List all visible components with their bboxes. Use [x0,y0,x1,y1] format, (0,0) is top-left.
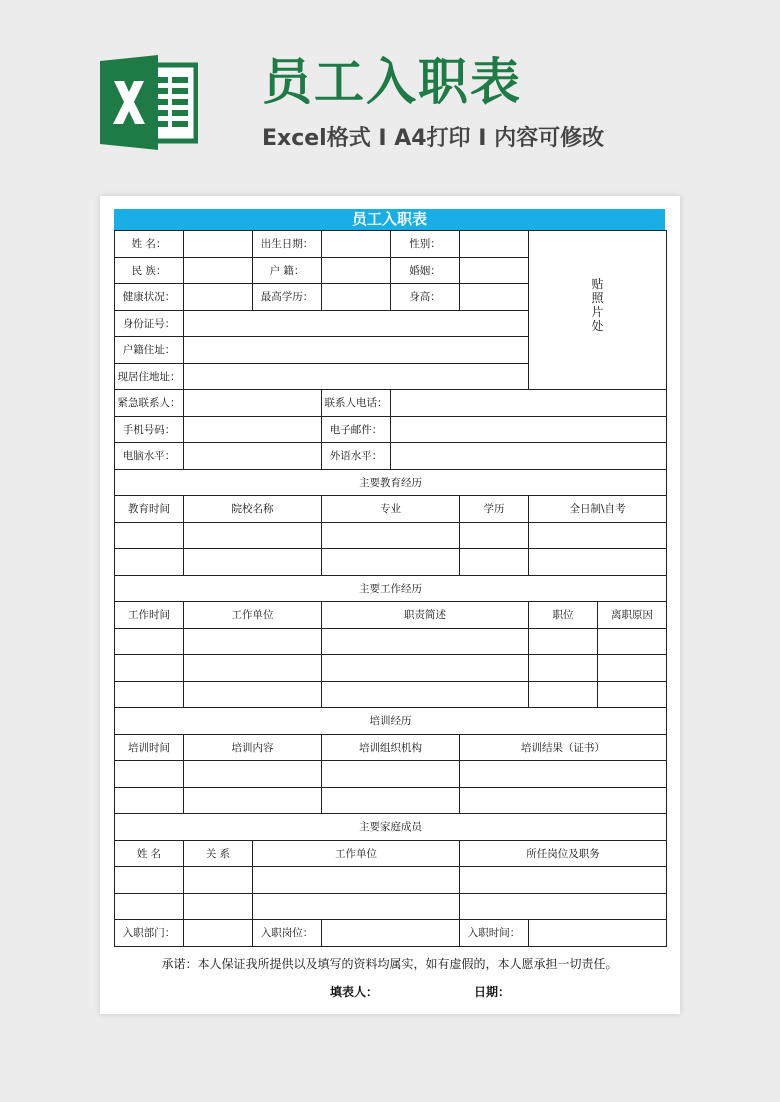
label-current-addr: 现居住地址： [115,363,184,390]
field-birth[interactable] [322,231,391,258]
col-header: 专业 [322,496,460,523]
cell[interactable] [529,522,667,549]
cell[interactable] [322,787,460,814]
label-entry-dept: 入职部门： [115,920,184,947]
label-emergency: 紧急联系人： [115,390,184,417]
col-header: 学历 [460,496,529,523]
label-name: 姓 名： [115,231,184,258]
field-entry-dept[interactable] [184,920,253,947]
cell[interactable] [115,867,184,894]
field-emergency[interactable] [184,390,322,417]
cell[interactable] [184,628,322,655]
table-row [115,416,667,443]
cell[interactable] [253,867,460,894]
page-title: 员工入职表 [262,53,522,111]
cell[interactable] [115,681,184,708]
field-ethnic[interactable] [184,257,253,284]
cell[interactable] [253,893,460,920]
employee-form-table [114,230,667,947]
table-header-row [115,496,667,523]
section-title-family: 主要家庭成员 [115,814,667,841]
col-header: 工作单位 [184,602,322,629]
cell[interactable] [322,549,460,576]
cell[interactable] [460,893,667,920]
promise-text: 承诺：本人保证我所提供以及填写的资料均属实，如有虚假的，本人愿承担一切责任。 [161,957,618,971]
col-header: 培训组织机构 [322,734,460,761]
cell[interactable] [322,522,460,549]
table-row [115,920,667,947]
section-row [115,469,667,496]
cell[interactable] [460,761,667,788]
section-row [115,708,667,735]
field-id-no[interactable] [184,310,529,337]
excel-logo-icon [100,55,198,150]
cell[interactable] [115,522,184,549]
label-mobile: 手机号码： [115,416,184,443]
col-header: 工作单位 [253,840,460,867]
label-entry-time: 入职时间： [460,920,529,947]
table-row [115,628,667,655]
label-computer: 电脑水平： [115,443,184,470]
cell[interactable] [322,628,529,655]
table-header-row [115,602,667,629]
table-row [115,655,667,682]
cell[interactable] [598,681,667,708]
cell[interactable] [184,787,322,814]
table-row [115,787,667,814]
cell[interactable] [115,628,184,655]
field-language[interactable] [391,443,667,470]
table-row [115,867,667,894]
cell[interactable] [184,893,253,920]
cell[interactable] [529,681,598,708]
col-header: 院校名称 [184,496,322,523]
cell[interactable] [322,761,460,788]
section-row [115,814,667,841]
field-education[interactable] [322,284,391,311]
col-header: 培训结果（证书） [460,734,667,761]
section-title-work: 主要工作经历 [115,575,667,602]
cell[interactable] [598,655,667,682]
cell[interactable] [115,761,184,788]
page-subtitle: Excel格式 I A4打印 I 内容可修改 [262,126,605,151]
cell[interactable] [115,893,184,920]
field-name[interactable] [184,231,253,258]
filler-label: 填表人： [330,985,379,999]
table-row [115,681,667,708]
table-row [115,549,667,576]
field-entry-time[interactable] [529,920,667,947]
label-emergency-phone: 联系人电话： [322,390,391,417]
label-id-no: 身份证号： [115,310,184,337]
cell[interactable] [322,655,529,682]
cell[interactable] [184,655,322,682]
cell[interactable] [115,549,184,576]
label-marriage: 婚姻： [391,257,460,284]
cell[interactable] [460,787,667,814]
label-education: 最高学历： [253,284,322,311]
label-hukou: 户 籍： [253,257,322,284]
cell[interactable] [598,628,667,655]
table-row [115,390,667,417]
label-hukou-addr: 户籍住址： [115,337,184,364]
cell[interactable] [460,867,667,894]
cell[interactable] [460,549,529,576]
field-mobile[interactable] [184,416,322,443]
col-header: 全日制\自考 [529,496,667,523]
cell[interactable] [529,628,598,655]
cell[interactable] [115,655,184,682]
col-header: 培训时间 [115,734,184,761]
cell[interactable] [529,549,667,576]
photo-area[interactable] [529,231,667,390]
cell[interactable] [184,549,322,576]
photo-label: 贴照片处 [591,277,604,333]
section-title-training: 培训经历 [115,708,667,735]
field-computer[interactable] [184,443,322,470]
table-header-row [115,840,667,867]
cell[interactable] [115,787,184,814]
label-entry-position: 入职岗位： [253,920,322,947]
cell[interactable] [184,761,322,788]
col-header: 姓 名 [115,840,184,867]
field-current-addr[interactable] [184,363,529,390]
col-header: 离职原因 [598,602,667,629]
cell[interactable] [184,681,322,708]
table-header-row [115,734,667,761]
section-title-education: 主要教育经历 [115,469,667,496]
table-row [115,443,667,470]
label-gender: 性别： [391,231,460,258]
table-row [115,231,667,258]
field-marriage[interactable] [460,257,529,284]
cell[interactable] [184,522,322,549]
date-label: 日期： [474,985,511,999]
col-header: 关 系 [184,840,253,867]
label-birth: 出生日期： [253,231,322,258]
cell[interactable] [322,681,529,708]
col-header: 培训内容 [184,734,322,761]
label-ethnic: 民 族： [115,257,184,284]
field-hukou-addr[interactable] [184,337,529,364]
table-row [115,761,667,788]
field-height[interactable] [460,284,529,311]
col-header: 职位 [529,602,598,629]
label-height: 身高： [391,284,460,311]
field-entry-position[interactable] [322,920,460,947]
col-header: 职责简述 [322,602,529,629]
form-banner: 员工入职表 [114,209,665,230]
table-row [115,522,667,549]
field-health[interactable] [184,284,253,311]
col-header: 所任岗位及职务 [460,840,667,867]
table-row [115,893,667,920]
col-header: 教育时间 [115,496,184,523]
cell[interactable] [184,867,253,894]
label-health: 健康状况： [115,284,184,311]
col-header: 工作时间 [115,602,184,629]
label-email: 电子邮件： [322,416,391,443]
label-language: 外语水平： [322,443,391,470]
cell[interactable] [529,655,598,682]
field-gender[interactable] [460,231,529,258]
field-hukou[interactable] [322,257,391,284]
field-emergency-phone[interactable] [391,390,667,417]
section-row [115,575,667,602]
cell[interactable] [460,522,529,549]
field-email[interactable] [391,416,667,443]
